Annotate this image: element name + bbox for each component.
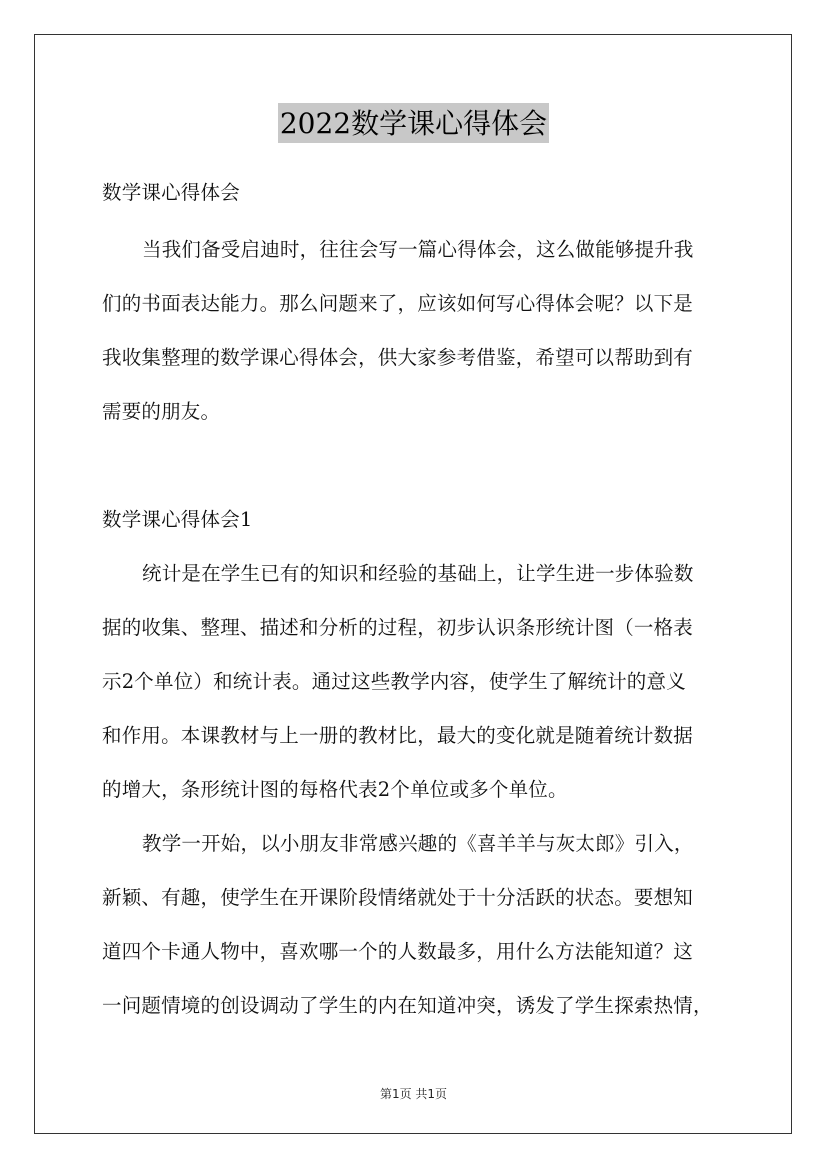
paragraph-line: 据的收集、整理、描述和分析的过程，初步认识条形统计图（一格表 (102, 616, 694, 639)
document-title: 2022数学课心得体会 (278, 103, 549, 143)
paragraph-line: 新颖、有趣，使学生在开课阶段情绪就处于十分活跃的状态。要想知 (102, 886, 694, 909)
paragraph-line: 道四个卡通人物中，喜欢哪一个的人数最多，用什么方法能知道？这 (102, 940, 694, 963)
title-container (0, 103, 827, 143)
paragraph-line: 和作用。本课教材与上一册的教材比，最大的变化就是随着统计数据 (102, 724, 694, 747)
paragraph-line: 我收集整理的数学课心得体会，供大家参考借鉴，希望可以帮助到有 (102, 346, 694, 369)
paragraph-line: 的增大，条形统计图的每格代表2个单位或多个单位。 (102, 778, 568, 801)
section-heading: 数学课心得体会1 (102, 508, 253, 531)
paragraph-line: 们的书面表达能力。那么问题来了，应该如何写心得体会呢？以下是 (102, 292, 694, 315)
paragraph-line: 统计是在学生已有的知识和经验的基础上，让学生进一步体验数 (142, 562, 694, 585)
section-heading: 数学课心得体会 (102, 181, 240, 204)
paragraph-line: 需要的朋友。 (102, 400, 221, 423)
paragraph-line: 示2个单位）和统计表。通过这些教学内容，使学生了解统计的意义 (102, 670, 686, 693)
paragraph-line: 当我们备受启迪时，往往会写一篇心得体会，这么做能够提升我 (142, 238, 694, 261)
paragraph-line: 一问题情境的创设调动了学生的内在知道冲突，诱发了学生探索热情， (102, 994, 713, 1017)
page-number-footer: 第1页 共1页 (379, 1087, 448, 1101)
paragraph-line: 教学一开始，以小朋友非常感兴趣的《喜羊羊与灰太郎》引入， (142, 832, 694, 855)
